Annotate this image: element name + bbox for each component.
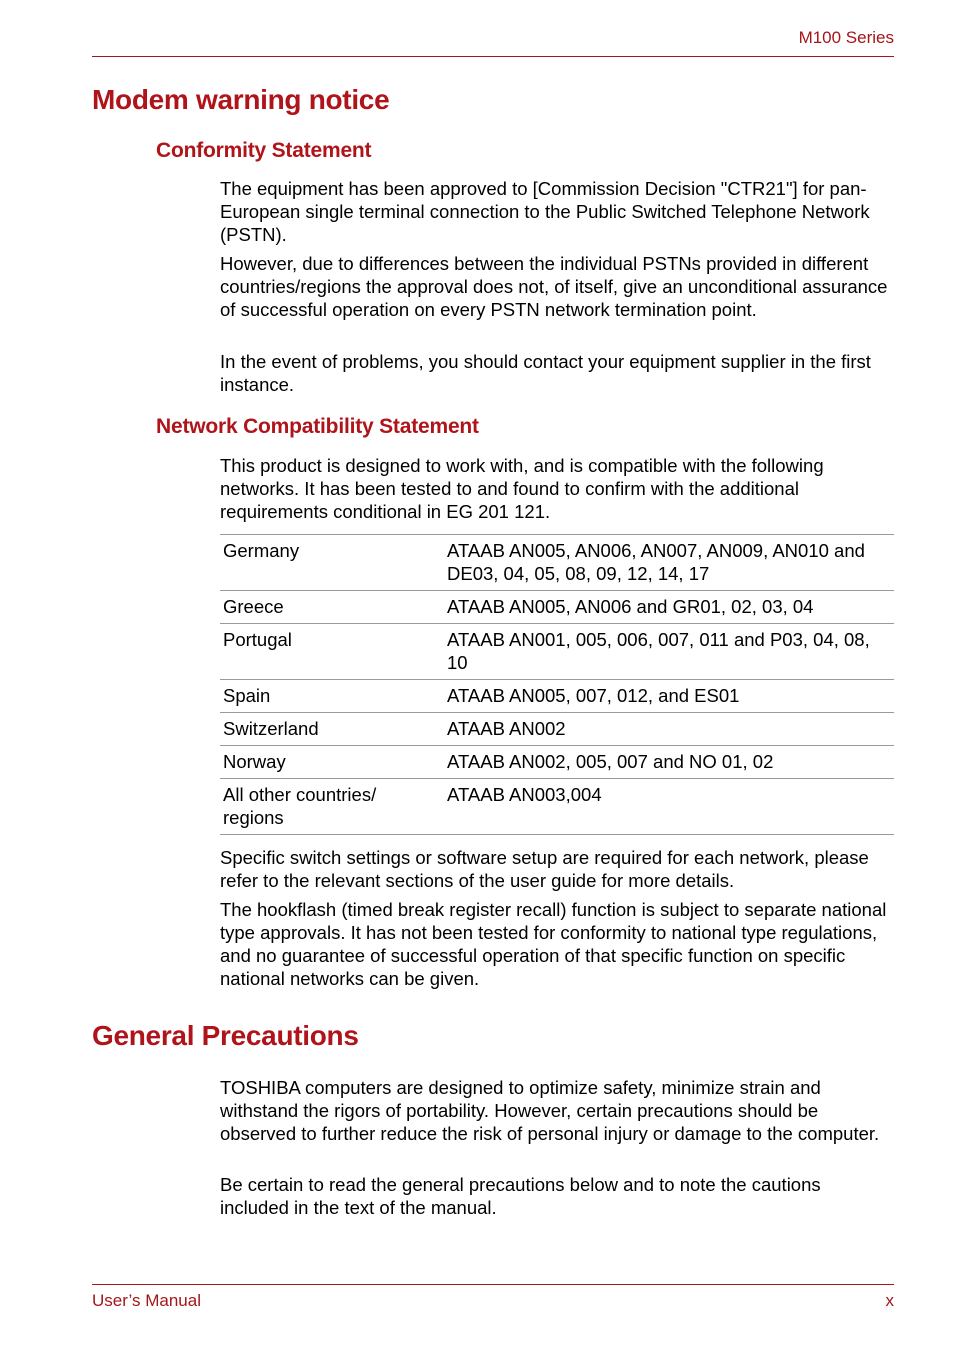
table-row: [220, 535, 894, 591]
running-header-series: M100 Series: [798, 28, 894, 47]
table-row: [220, 746, 894, 779]
table-cell-country: All other countries/ regions: [220, 779, 444, 835]
table-cell-networks: ATAAB AN002: [444, 713, 894, 746]
table-cell-networks: ATAAB AN005, AN006 and GR01, 02, 03, 04: [444, 591, 894, 624]
table-cell-country: Spain: [220, 680, 444, 713]
paragraph-precautions-1: TOSHIBA computers are designed to optimize safety, minimize strain and withstand the rigors of portability. However, certain precautions should be observed to further reduce the risk of personal injury or damage to the computer.: [220, 1077, 880, 1144]
heading-conformity-statement: Conformity Statement: [156, 139, 372, 162]
table-cell-networks: ATAAB AN002, 005, 007 and NO 01, 02: [444, 746, 894, 779]
table-row: [220, 779, 894, 835]
network-compatibility-table: [220, 534, 894, 835]
paragraph-network-intro: This product is designed to work with, and is compatible with the following networks. It has been tested to and found to confirm with the additional requirements conditional in EG 201 121.: [220, 455, 824, 522]
table-cell-networks: ATAAB AN005, AN006, AN007, AN009, AN010 and DE03, 04, 05, 08, 09, 12, 14, 17: [444, 535, 894, 591]
table-cell-country: Switzerland: [220, 713, 444, 746]
paragraph-conformity-3: In the event of problems, you should contact your equipment supplier in the first instance.: [220, 351, 871, 395]
heading-network-compatibility: Network Compatibility Statement: [156, 415, 479, 438]
footer-manual-title: User’s Manual: [92, 1291, 201, 1310]
section-title-modem-warning: Modem warning notice: [92, 84, 390, 115]
table-cell-networks: ATAAB AN003,004: [444, 779, 894, 835]
table-row: [220, 591, 894, 624]
footer-page-number: x: [885, 1291, 894, 1310]
table-row: [220, 680, 894, 713]
table-cell-country: Portugal: [220, 624, 444, 680]
paragraph-switch-settings: Specific switch settings or software setup are required for each network, please refer to the relevant sections of the user guide for more details.: [220, 847, 869, 891]
table-cell-country: Greece: [220, 591, 444, 624]
paragraph-conformity-1: The equipment has been approved to [Commission Decision "CTR21"] for pan- European single terminal connection to the Public Switched Telephone Network (PSTN).: [220, 178, 870, 245]
section-title-general-precautions: General Precautions: [92, 1020, 359, 1051]
table-cell-country: Norway: [220, 746, 444, 779]
table-cell-networks: ATAAB AN005, 007, 012, and ES01: [444, 680, 894, 713]
footer-rule: [92, 1284, 894, 1285]
paragraph-precautions-2: Be certain to read the general precautions below and to note the cautions included in the text of the manual.: [220, 1174, 821, 1218]
table-cell-country: Germany: [220, 535, 444, 591]
table-row: [220, 713, 894, 746]
paragraph-hookflash: The hookflash (timed break register recall) function is subject to separate national type approvals. It has not been tested for conformity to national type regulations, and no guarantee of successful operation of that specific function on specific national networks can be given.: [220, 899, 887, 989]
paragraph-conformity-2: However, due to differences between the individual PSTNs provided in different countries/regions the approval does not, of itself, give an unconditional assurance of successful operation on every PSTN network termination point.: [220, 253, 888, 320]
header-rule: [92, 56, 894, 57]
table-row: [220, 624, 894, 680]
table-cell-networks: ATAAB AN001, 005, 006, 007, 011 and P03, 04, 08, 10: [444, 624, 894, 680]
